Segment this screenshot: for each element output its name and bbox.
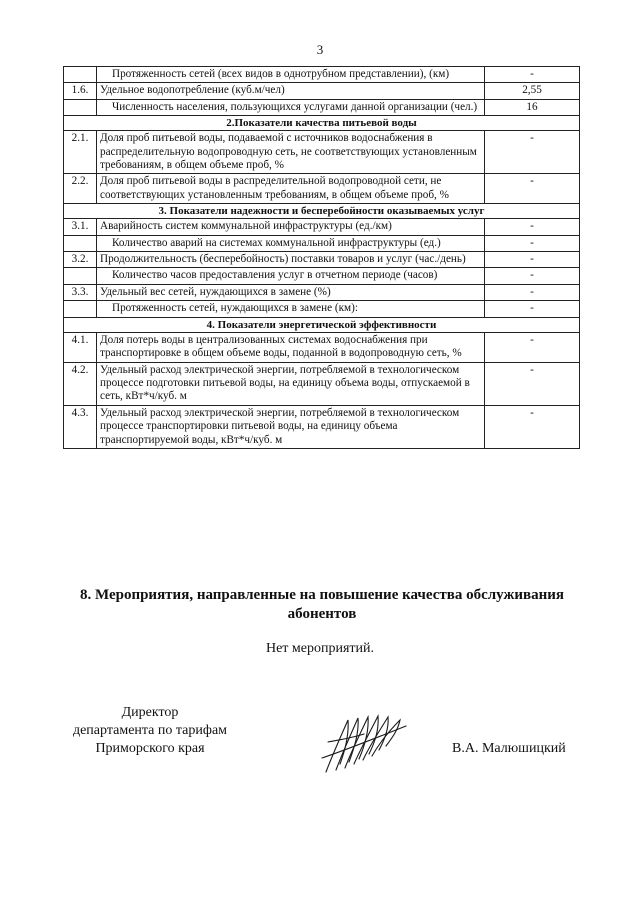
row-number — [64, 99, 97, 115]
row-number: 1.6. — [64, 83, 97, 99]
section-header-row — [64, 204, 580, 219]
table-row — [64, 235, 580, 251]
table-row — [64, 362, 580, 405]
section-title: 3. Показатели надежности и бесперебойности оказываемых услуг — [64, 204, 580, 219]
signer-position-line-2: департамента по тарифам — [72, 723, 228, 738]
indicator-value: - — [485, 235, 580, 251]
signer-position-line-1: Директор — [121, 705, 179, 720]
indicator-value: 16 — [485, 99, 580, 115]
indicator-name: Продолжительность (бесперебойность) поставки товаров и услуг (час./день) — [97, 252, 485, 268]
indicator-name: Доля проб питьевой воды, подаваемой с источников водоснабжения в распределительную водопроводную сеть, не соответствующих установленным требованиям, в общем объеме проб, % — [97, 131, 485, 174]
indicator-name: Количество часов предоставления услуг в отчетном периоде (часов) — [97, 268, 485, 284]
indicator-value: - — [485, 252, 580, 268]
table-row — [64, 332, 580, 362]
table-row — [64, 174, 580, 204]
table-row — [64, 252, 580, 268]
table-row — [64, 99, 580, 115]
table-row — [64, 83, 580, 99]
row-number: 2.1. — [64, 131, 97, 174]
section-header-row — [64, 317, 580, 332]
table-row — [64, 219, 580, 235]
indicator-value: - — [485, 174, 580, 204]
row-number: 2.2. — [64, 174, 97, 204]
indicator-name: Доля проб питьевой воды в распределительной водопроводной сети, не соответствующих установленным требованиям, в общем объеме проб, % — [97, 174, 485, 204]
section-title: 4. Показатели энергетической эффективности — [64, 317, 580, 332]
indicator-name: Количество аварий на системах коммунальной инфраструктуры (ед.) — [97, 235, 485, 251]
signer-name: В.А. Малюшицкий — [452, 741, 566, 756]
row-number — [64, 268, 97, 284]
indicator-name: Численность населения, пользующихся услугами данной организации (чел.) — [97, 99, 485, 115]
indicator-value: - — [485, 219, 580, 235]
indicator-value: - — [485, 268, 580, 284]
indicator-name: Доля потерь воды в централизованных системах водоснабжения при транспортировке в общем объеме воды, поданной в водопроводную сеть, % — [97, 332, 485, 362]
no-events-text: Нет мероприятий. — [265, 641, 375, 656]
row-number: 3.1. — [64, 219, 97, 235]
indicator-name: Удельный расход электрической энергии, потребляемой в технологическом процессе подготовки питьевой воды, на единицу объема воды, отпускаемой в сеть, кВт*ч/куб. м — [97, 362, 485, 405]
table-row — [64, 301, 580, 317]
indicator-name: Аварийность систем коммунальной инфраструктуры (ед./км) — [97, 219, 485, 235]
page-number: 3 — [316, 42, 324, 57]
row-number: 3.2. — [64, 252, 97, 268]
table-row — [64, 67, 580, 83]
indicators-table-body — [64, 67, 580, 449]
table-row — [64, 131, 580, 174]
handwritten-signature-icon — [318, 712, 410, 778]
indicator-value: - — [485, 284, 580, 300]
indicator-value: - — [485, 67, 580, 83]
indicator-value: - — [485, 332, 580, 362]
signer-position-line-3: Приморского края — [95, 741, 205, 756]
row-number: 4.2. — [64, 362, 97, 405]
table-row — [64, 405, 580, 448]
indicator-name: Протяженность сетей (всех видов в однотрубном представлении), (км) — [97, 67, 485, 83]
indicator-value: - — [485, 301, 580, 317]
row-number: 4.1. — [64, 332, 97, 362]
row-number: 4.3. — [64, 405, 97, 448]
row-number — [64, 67, 97, 83]
indicator-name: Протяженность сетей, нуждающихся в замене (км): — [97, 301, 485, 317]
row-number — [64, 301, 97, 317]
row-number — [64, 235, 97, 251]
row-number: 3.3. — [64, 284, 97, 300]
indicator-name: Удельное водопотребление (куб.м/чел) — [97, 83, 485, 99]
section-8-heading: 8. Мероприятия, направленные на повышение качества обслуживания абонентов — [79, 587, 564, 622]
indicator-name: Удельный вес сетей, нуждающихся в замене (%) — [97, 284, 485, 300]
table-row — [64, 284, 580, 300]
section-title: 2.Показатели качества питьевой воды — [64, 116, 580, 131]
signer-position — [60, 704, 240, 758]
indicator-value: 2,55 — [485, 83, 580, 99]
table-row — [64, 268, 580, 284]
indicator-value: - — [485, 131, 580, 174]
indicator-name: Удельный расход электрической энергии, потребляемой в технологическом процессе транспортировки питьевой воды, на единицу объема транспортируемой воды, кВт*ч/куб. м — [97, 405, 485, 448]
indicators-table — [63, 66, 580, 449]
indicator-value: - — [485, 405, 580, 448]
section-header-row — [64, 116, 580, 131]
indicator-value: - — [485, 362, 580, 405]
